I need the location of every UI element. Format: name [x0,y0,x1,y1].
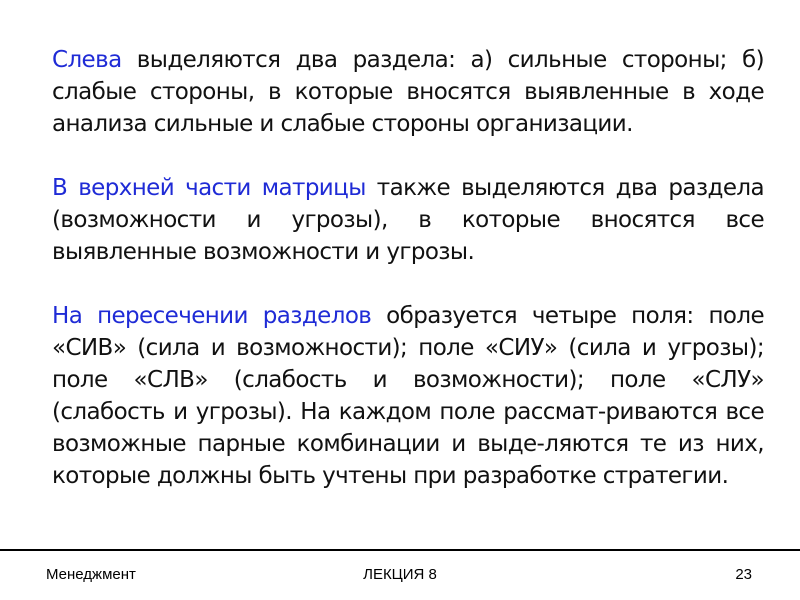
slide-body [52,44,764,492]
paragraph-highlight: Слева [52,47,122,73]
footer-course-name: Менеджмент [46,566,136,583]
paragraph-left-sections [52,44,764,140]
paragraph-highlight: На пересечении разделов [52,303,372,329]
paragraph-text: также выделяются два раздела (возможности и угрозы), в которые вносятся все выявленные возможности и угрозы. [52,175,764,265]
footer-lecture-label: ЛЕКЦИЯ 8 [363,566,437,583]
paragraph-text: выделяются два раздела: а) сильные стороны; б) слабые стороны, в которые вносятся выявленные в ходе анализа сильные и слабые стороны организации. [52,47,764,137]
paragraph-intersection [52,300,764,492]
footer-divider [0,549,800,551]
paragraph-top-sections [52,172,764,268]
paragraph-highlight: В верхней части матрицы [52,175,366,201]
paragraph-text: образуется четыре поля: поле «СИВ» (сила и возможности); поле «СИУ» (сила и угрозы); поле «СЛВ» (слабость и возможности); поле «СЛУ» (слабость и угрозы). На каждом поле рассмат-риваются все возможные парные комбинации и выде-ляются те из них, которые должны быть учтены при разработке стратегии. [52,303,764,489]
footer-page-number: 23 [735,566,752,583]
